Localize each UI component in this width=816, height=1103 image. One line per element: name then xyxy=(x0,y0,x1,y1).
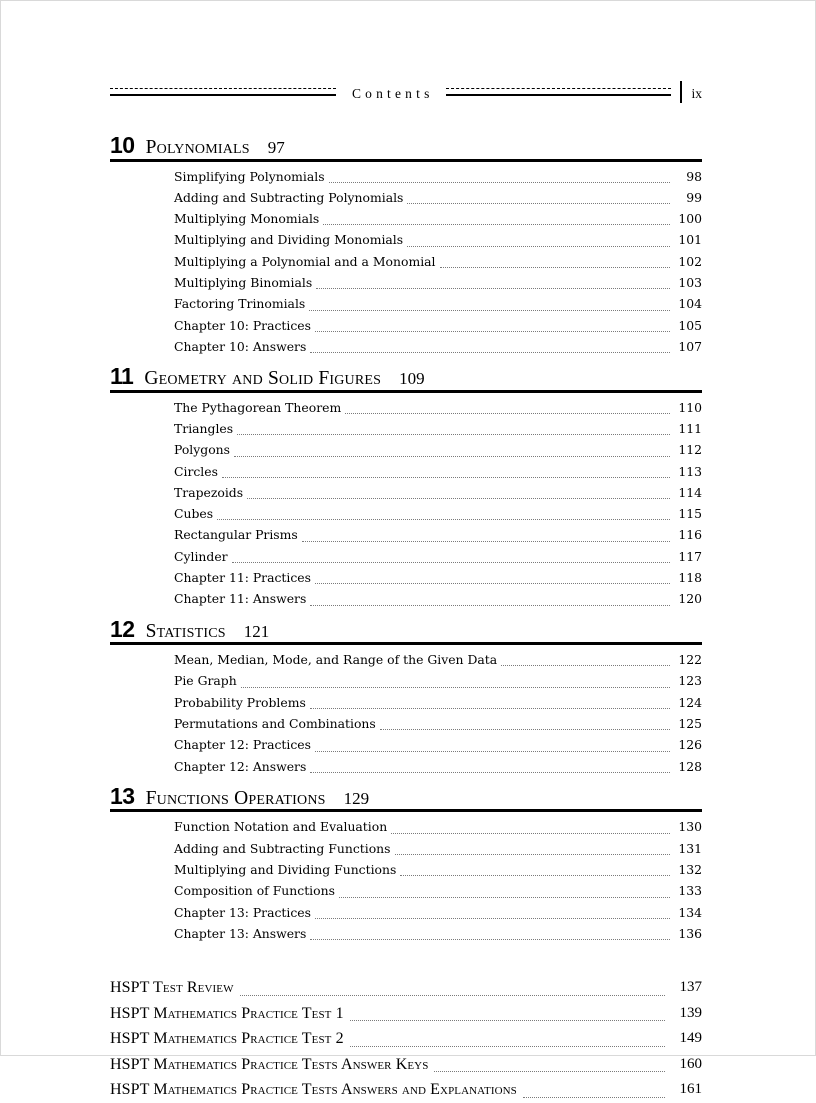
toc-entry[interactable] xyxy=(174,208,702,229)
chapter-section xyxy=(110,365,702,617)
dot-leader xyxy=(350,1046,665,1047)
chapter-section xyxy=(110,134,702,365)
toc-entry-label: Triangles xyxy=(174,420,234,436)
dot-leader xyxy=(395,854,670,855)
backmatter-entry-page-number: 137 xyxy=(679,979,702,996)
toc-entry-label: Multiplying Binomials xyxy=(174,274,313,290)
toc-entry-page-number: 99 xyxy=(686,189,702,205)
toc-entry-page-number: 134 xyxy=(678,904,702,920)
chapter-title: Statistics xyxy=(145,620,226,642)
toc-entry-page-number: 102 xyxy=(678,253,702,269)
toc-entry-label: Factoring Trinomials xyxy=(174,296,306,312)
toc-entry-label: Function Notation and Evaluation xyxy=(174,819,388,835)
dot-leader xyxy=(345,413,670,414)
toc-entry-page-number: 110 xyxy=(678,399,702,415)
toc-entry-page-number: 116 xyxy=(678,527,702,543)
toc-entry-label: The Pythagorean Theorem xyxy=(174,399,342,415)
backmatter-entry-page-number: 160 xyxy=(679,1055,702,1072)
chapter-title: Polynomials xyxy=(145,137,250,158)
toc-entry[interactable] xyxy=(174,880,702,901)
backmatter-entry[interactable] xyxy=(110,1077,702,1103)
toc-entry-label: Composition of Functions xyxy=(174,883,335,899)
chapter-number: 10 xyxy=(110,132,135,158)
toc-entry-label: Chapter 12: Answers xyxy=(174,758,307,774)
chapter-entry-list xyxy=(110,812,702,952)
backmatter-entry[interactable] xyxy=(110,975,702,1001)
dot-leader xyxy=(310,939,670,940)
dot-leader xyxy=(247,498,670,499)
toc-entry[interactable] xyxy=(174,546,702,567)
chapter-entry-list xyxy=(110,393,702,618)
toc-entry[interactable] xyxy=(174,902,702,923)
chapter-heading[interactable] xyxy=(110,782,702,813)
dot-leader xyxy=(241,687,670,688)
toc-entry-label: Rectangular Prisms xyxy=(174,527,298,543)
toc-entry[interactable] xyxy=(174,187,702,208)
toc-entry[interactable] xyxy=(174,588,702,609)
dot-leader xyxy=(323,224,670,225)
toc-entry-label: Probability Problems xyxy=(174,694,306,710)
dot-leader xyxy=(234,456,670,457)
toc-entry-label: Chapter 13: Practices xyxy=(174,904,311,920)
dot-leader xyxy=(380,729,670,730)
dot-leader xyxy=(240,995,665,996)
toc-entry-page-number: 115 xyxy=(678,506,702,522)
toc-entry-label: Adding and Subtracting Functions xyxy=(174,840,391,856)
toc-entry-page-number: 103 xyxy=(678,274,702,290)
chapter-page-number: 97 xyxy=(267,138,285,157)
chapter-page-number: 109 xyxy=(399,369,425,389)
dot-leader xyxy=(391,833,670,834)
chapter-number: 11 xyxy=(110,363,134,390)
toc-entry[interactable] xyxy=(174,859,702,880)
toc-entry[interactable] xyxy=(174,418,702,439)
toc-entry[interactable] xyxy=(174,756,702,777)
toc-entry-page-number: 112 xyxy=(678,442,702,458)
toc-entry-label: Polygons xyxy=(174,442,230,458)
toc-entry[interactable] xyxy=(174,734,702,755)
toc-entry-label: Trapezoids xyxy=(174,484,244,500)
toc-entry-label: Chapter 13: Answers xyxy=(174,925,307,941)
chapter-title: Functions Operations xyxy=(145,787,326,809)
toc-entry-label: Adding and Subtracting Polynomials xyxy=(174,189,404,205)
toc-entry[interactable] xyxy=(174,397,702,418)
toc-entry-label: Simplifying Polynomials xyxy=(174,168,325,184)
dot-leader xyxy=(501,665,670,666)
toc-entry-page-number: 130 xyxy=(678,819,702,835)
dot-leader xyxy=(310,605,670,606)
chapter-title: Geometry and Solid Figures xyxy=(144,368,382,390)
toc-entry[interactable] xyxy=(174,166,702,187)
toc-entry[interactable] xyxy=(174,649,702,670)
dot-leader xyxy=(440,267,670,268)
toc-entry-label: Mean, Median, Mode, and Range of the Given Data xyxy=(174,652,498,668)
toc-entry-page-number: 113 xyxy=(678,463,702,479)
header-rule-right xyxy=(446,88,672,98)
toc-entry-page-number: 120 xyxy=(678,591,702,607)
header-title: Contents xyxy=(351,86,434,102)
chapter-section xyxy=(110,615,702,785)
toc-entry-label: Cylinder xyxy=(174,548,228,564)
toc-entry-label: Chapter 10: Practices xyxy=(174,317,311,333)
backmatter-list xyxy=(110,975,702,1103)
toc-entry-page-number: 107 xyxy=(678,338,702,354)
toc-entry-page-number: 98 xyxy=(686,168,702,184)
toc-entry[interactable] xyxy=(174,315,702,336)
backmatter-entry-label: HSPT Mathematics Practice Tests Answers and Explanations xyxy=(110,1081,517,1099)
backmatter-entry[interactable] xyxy=(110,1052,702,1078)
toc-entry-label: Circles xyxy=(174,463,218,479)
toc-entry-page-number: 131 xyxy=(678,840,702,856)
toc-entry-label: Pie Graph xyxy=(174,673,237,689)
toc-entry-page-number: 111 xyxy=(678,420,702,436)
dot-leader xyxy=(407,246,670,247)
toc-entry-page-number: 101 xyxy=(678,232,702,248)
toc-entry[interactable] xyxy=(174,293,702,314)
toc-entry-page-number: 105 xyxy=(678,317,702,333)
dot-leader xyxy=(339,897,670,898)
toc-entry-label: Chapter 11: Answers xyxy=(174,591,307,607)
toc-entry[interactable] xyxy=(174,567,702,588)
toc-entry-label: Multiplying a Polynomial and a Monomial xyxy=(174,253,436,269)
backmatter-entry-page-number: 161 xyxy=(679,1081,702,1098)
toc-entry-label: Multiplying Monomials xyxy=(174,211,320,227)
toc-entry-page-number: 132 xyxy=(678,862,702,878)
chapter-number: 13 xyxy=(110,782,135,809)
dot-leader xyxy=(309,310,670,311)
dot-leader xyxy=(222,477,670,478)
dot-leader xyxy=(310,772,670,773)
dot-leader xyxy=(329,182,670,183)
toc-entry-page-number: 128 xyxy=(678,758,702,774)
backmatter-entry-label: HSPT Mathematics Practice Test 2 xyxy=(110,1030,344,1048)
toc-entry-label: Chapter 10: Answers xyxy=(174,338,307,354)
dot-leader xyxy=(302,541,670,542)
toc-entry-page-number: 133 xyxy=(678,883,702,899)
toc-entry[interactable] xyxy=(174,838,702,859)
dot-leader xyxy=(315,751,670,752)
running-header xyxy=(110,80,702,106)
table-of-contents xyxy=(110,134,702,1103)
toc-entry[interactable] xyxy=(174,336,702,357)
dot-leader xyxy=(315,331,670,332)
toc-entry-page-number: 136 xyxy=(678,925,702,941)
chapter-number: 12 xyxy=(110,615,135,642)
backmatter-entry[interactable] xyxy=(110,1001,702,1027)
toc-entry[interactable] xyxy=(174,272,702,293)
toc-entry-page-number: 114 xyxy=(678,484,702,500)
chapter-heading[interactable] xyxy=(110,365,702,393)
header-rule-left xyxy=(110,88,336,98)
backmatter-entry[interactable] xyxy=(110,1026,702,1052)
backmatter-entry-page-number: 139 xyxy=(679,1004,702,1021)
toc-entry[interactable] xyxy=(174,251,702,272)
chapter-list xyxy=(110,134,702,952)
chapter-page-number: 129 xyxy=(343,788,370,808)
dot-leader xyxy=(316,288,670,289)
toc-entry[interactable] xyxy=(174,229,702,250)
toc-entry-label: Cubes xyxy=(174,506,214,522)
dot-leader xyxy=(350,1020,665,1021)
chapter-heading[interactable] xyxy=(110,615,702,646)
dot-leader xyxy=(523,1097,665,1098)
toc-entry-page-number: 122 xyxy=(678,652,702,668)
chapter-page-number: 121 xyxy=(243,621,270,641)
backmatter-entry-page-number: 149 xyxy=(679,1030,702,1047)
toc-entry[interactable] xyxy=(174,923,702,944)
dot-leader xyxy=(232,562,670,563)
toc-entry[interactable] xyxy=(174,816,702,837)
dot-leader xyxy=(400,875,670,876)
dot-leader xyxy=(310,352,670,353)
toc-entry-page-number: 123 xyxy=(678,673,702,689)
backmatter-entry-label: HSPT Mathematics Practice Tests Answer Keys xyxy=(110,1055,429,1073)
toc-entry[interactable] xyxy=(174,670,702,691)
dot-leader xyxy=(315,583,670,584)
toc-entry-page-number: 125 xyxy=(678,716,702,732)
page-folio: ix xyxy=(691,86,702,101)
dot-leader xyxy=(310,708,670,709)
backmatter-entry-label: HSPT Mathematics Practice Test 1 xyxy=(110,1004,344,1022)
chapter-section xyxy=(110,782,702,952)
toc-entry[interactable] xyxy=(174,461,702,482)
toc-entry-page-number: 117 xyxy=(678,548,702,564)
toc-entry[interactable] xyxy=(174,524,702,545)
toc-entry-label: Multiplying and Dividing Functions xyxy=(174,862,397,878)
dot-leader xyxy=(434,1071,665,1072)
toc-entry-page-number: 104 xyxy=(678,296,702,312)
chapter-heading[interactable] xyxy=(110,134,702,162)
toc-entry[interactable] xyxy=(174,482,702,503)
toc-entry-label: Chapter 12: Practices xyxy=(174,737,311,753)
toc-entry-label: Chapter 11: Practices xyxy=(174,570,311,586)
chapter-entry-list xyxy=(110,645,702,785)
toc-entry-label: Permutations and Combinations xyxy=(174,716,376,732)
dot-leader xyxy=(407,203,670,204)
dot-leader xyxy=(217,519,670,520)
chapter-entry-list xyxy=(110,162,702,366)
toc-entry-page-number: 126 xyxy=(678,737,702,753)
backmatter-entry-label: HSPT Test Review xyxy=(110,979,234,997)
toc-entry-page-number: 118 xyxy=(678,570,702,586)
toc-entry[interactable] xyxy=(174,692,702,713)
toc-entry[interactable] xyxy=(174,503,702,524)
toc-entry[interactable] xyxy=(174,439,702,460)
toc-entry-page-number: 124 xyxy=(678,694,702,710)
toc-entry-page-number: 100 xyxy=(678,211,702,227)
dot-leader xyxy=(315,918,670,919)
toc-entry-label: Multiplying and Dividing Monomials xyxy=(174,232,404,248)
toc-entry[interactable] xyxy=(174,713,702,734)
dot-leader xyxy=(237,434,670,435)
